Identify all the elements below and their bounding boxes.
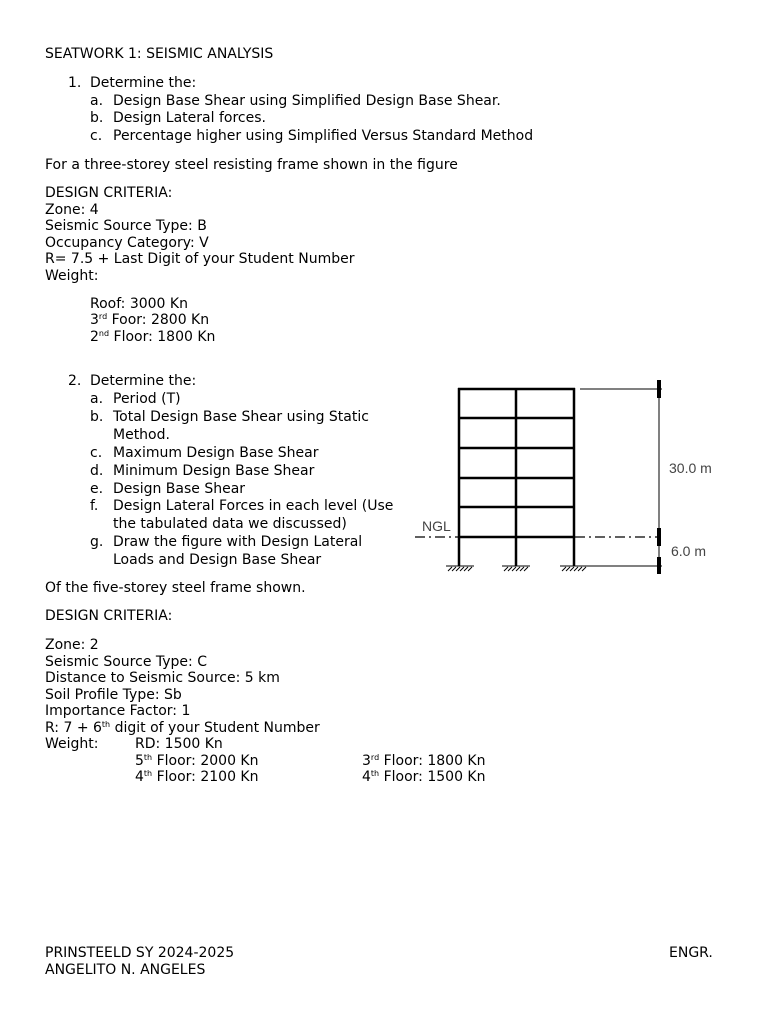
problem2-item-text: Draw the figure with Design Lateral: [113, 534, 363, 550]
problem1-criteria-line: Zone: 4: [45, 202, 99, 218]
problem2-item-letter: d.: [90, 463, 104, 479]
five-storey-frame-figure: [410, 378, 730, 578]
problem2-weight-fourth-a: 4th Floor: 2100 Kn: [135, 769, 259, 785]
problem2-item-text: Design Base Shear: [113, 481, 246, 497]
problem2-item-letter: c.: [90, 445, 103, 461]
problem2-criteria-line: Seismic Source Type: C: [45, 654, 207, 670]
problem1-heading: Determine the:: [90, 75, 197, 91]
problem1-item-letter: a.: [90, 93, 104, 109]
page-title: SEATWORK 1: SEISMIC ANALYSIS: [45, 46, 274, 62]
problem2-criteria-line: Distance to Seismic Source: 5 km: [45, 670, 280, 686]
problem2-item-letter: b.: [90, 409, 104, 425]
problem2-item-text: Design Lateral Forces in each level (Use: [113, 498, 394, 514]
dimension-lines: [580, 380, 662, 574]
problem2-item-text-cont: the tabulated data we discussed): [113, 516, 347, 532]
problem2-item-text: Minimum Design Base Shear: [113, 463, 315, 479]
problem1-item-text: Design Base Shear using Simplified Design Base Shear.: [113, 93, 501, 109]
problem2-item-letter: a.: [90, 391, 104, 407]
fixed-supports: [446, 566, 588, 571]
problem1-weight-roof: Roof: 3000 Kn: [90, 296, 188, 312]
problem2-heading: Determine the:: [90, 373, 197, 389]
problem1-criteria-line: R= 7.5 + Last Digit of your Student Number: [45, 251, 355, 267]
footer-course: PRINSTEELD SY 2024-2025: [45, 945, 235, 961]
dimension-label-lower: 6.0 m: [671, 543, 707, 559]
problem2-weight-third: 3rd Floor: 1800 Kn: [362, 753, 486, 769]
frame-structure: [458, 388, 575, 566]
ngl-label: NGL: [422, 518, 451, 534]
problem1-criteria-line: Weight:: [45, 268, 99, 284]
problem1-item-text: Percentage higher using Simplified Versus Standard Method: [113, 128, 534, 144]
problem1-context: For a three-storey steel resisting frame shown in the figure: [45, 157, 458, 173]
problem1-item-letter: c.: [90, 128, 103, 144]
problem1-item-letter: b.: [90, 110, 104, 126]
problem1-item-text: Design Lateral forces.: [113, 110, 266, 126]
problem2-item-text-cont: Loads and Design Base Shear: [113, 552, 322, 568]
problem2-item-letter: f.: [90, 498, 99, 514]
problem2-item-text: Period (T): [113, 391, 181, 407]
problem2-weight-fifth: 5th Floor: 2000 Kn: [135, 753, 259, 769]
problem1-weight-third: 3rd Foor: 2800 Kn: [90, 312, 210, 328]
problem2-item-letter: e.: [90, 481, 104, 497]
dimension-label-upper: 30.0 m: [669, 460, 712, 476]
problem1-criteria-line: Seismic Source Type: B: [45, 218, 207, 234]
problem2-number: 2.: [68, 373, 82, 389]
problem2-weight-fourth-b: 4th Floor: 1500 Kn: [362, 769, 486, 785]
problem2-item-text-cont: Method.: [113, 427, 170, 443]
problem2-criteria-line: Importance Factor: 1: [45, 703, 191, 719]
footer-title: ENGR.: [669, 945, 713, 961]
problem1-criteria-heading: DESIGN CRITERIA:: [45, 185, 173, 201]
problem2-criteria-line: Zone: 2: [45, 637, 99, 653]
problem2-weight-rd: RD: 1500 Kn: [135, 736, 223, 752]
problem2-item-text: Maximum Design Base Shear: [113, 445, 319, 461]
problem2-weight-label: Weight:: [45, 736, 99, 752]
problem2-criteria-heading: DESIGN CRITERIA:: [45, 608, 173, 624]
problem2-r-line: R: 7 + 6th digit of your Student Number: [45, 720, 320, 736]
problem2-criteria-line: Soil Profile Type: Sb: [45, 687, 182, 703]
problem1-number: 1.: [68, 75, 82, 91]
footer-instructor: ANGELITO N. ANGELES: [45, 962, 206, 978]
problem2-context: Of the five-storey steel frame shown.: [45, 580, 306, 596]
problem2-item-text: Total Design Base Shear using Static: [113, 409, 369, 425]
problem2-item-letter: g.: [90, 534, 104, 550]
problem1-weight-second: 2nd Floor: 1800 Kn: [90, 329, 216, 345]
problem1-criteria-line: Occupancy Category: V: [45, 235, 209, 251]
